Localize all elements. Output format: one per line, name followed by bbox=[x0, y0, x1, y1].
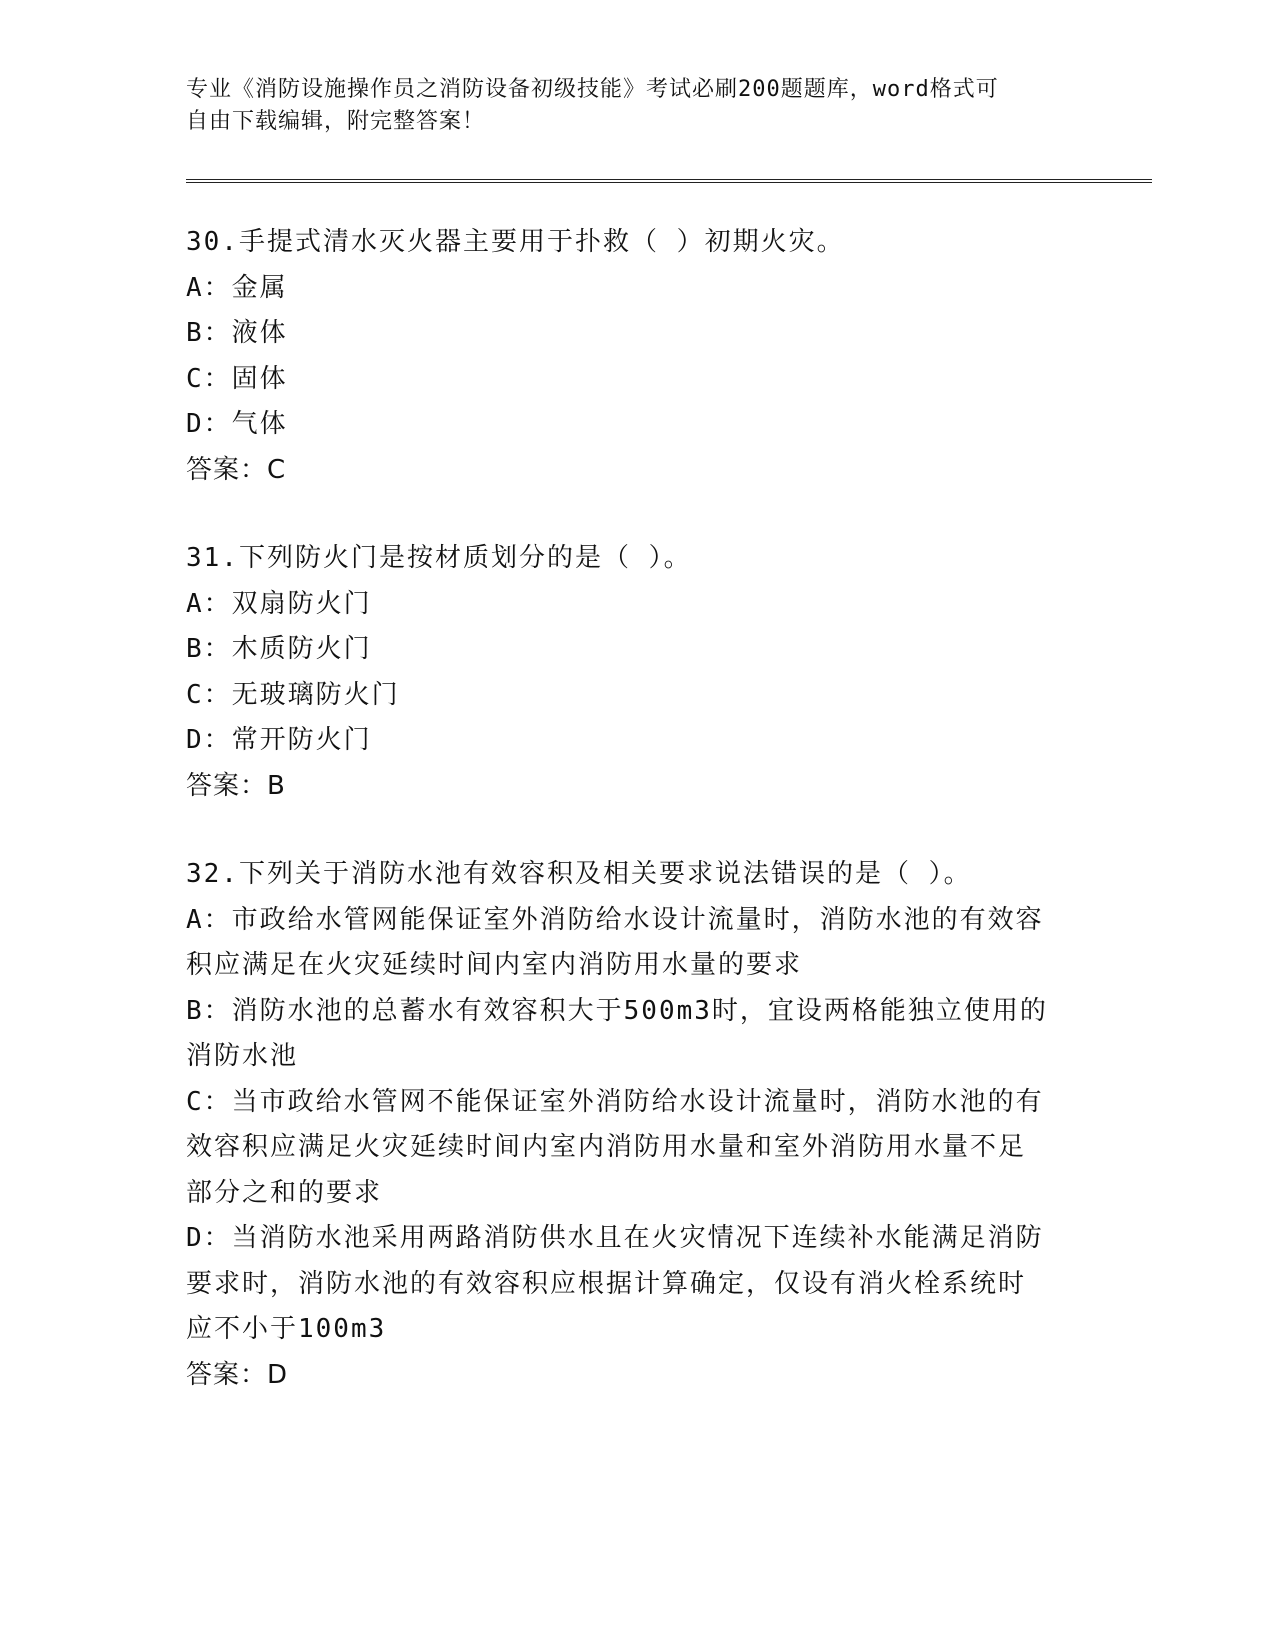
option-c-line-1: C：当市政给水管网不能保证室外消防给水设计流量时，消防水池的有 bbox=[186, 1086, 1044, 1117]
option-c: C：无玻璃防火门 bbox=[186, 679, 400, 710]
option-c-line-2: 效容积应满足火灾延续时间内室内消防用水量和室外消防用水量不足 bbox=[186, 1132, 1027, 1162]
question-32 bbox=[186, 852, 1086, 1398]
question-stem: 32.下列关于消防水池有效容积及相关要求说法错误的是（ ）。 bbox=[186, 859, 972, 889]
option-c bbox=[186, 1080, 1086, 1217]
header-divider bbox=[186, 179, 1152, 183]
option-a-line-1: A：市政给水管网能保证室外消防给水设计流量时，消防水池的有效容 bbox=[186, 904, 1044, 935]
option-d bbox=[186, 1216, 1086, 1353]
header-line-1: 专业《消防设施操作员之消防设备初级技能》考试必刷200题题库，word格式可 bbox=[186, 77, 999, 102]
answer: 答案：C bbox=[186, 454, 287, 485]
question-stem: 30.手提式清水灭火器主要用于扑救（ ）初期火灾。 bbox=[186, 227, 845, 257]
option-c-line-3: 部分之和的要求 bbox=[186, 1177, 383, 1208]
option-a: A：金属 bbox=[186, 272, 288, 303]
option-a: A：双扇防火门 bbox=[186, 588, 372, 619]
option-d-line-2: 要求时，消防水池的有效容积应根据计算确定，仅设有消火栓系统时 bbox=[186, 1268, 1027, 1299]
document-header bbox=[186, 74, 1066, 138]
option-d-line-3: 应不小于100m3 bbox=[186, 1314, 387, 1344]
document-page bbox=[186, 0, 1146, 1650]
option-b-line-2: 消防水池 bbox=[186, 1041, 299, 1071]
option-d: D：常开防火门 bbox=[186, 725, 372, 755]
answer: 答案：D bbox=[186, 1359, 289, 1390]
option-a-line-2: 积应满足在火灾延续时间内室内消防用水量的要求 bbox=[186, 950, 803, 980]
question-stem: 31.下列防火门是按材质划分的是（ ）。 bbox=[186, 543, 692, 573]
answer: 答案：B bbox=[186, 770, 286, 801]
option-b-line-1: B：消防水池的总蓄水有效容积大于500m3时，宜设两格能独立使用的 bbox=[186, 995, 1048, 1026]
question-30 bbox=[186, 220, 1086, 493]
option-d: D：气体 bbox=[186, 409, 288, 439]
option-b: B：液体 bbox=[186, 318, 288, 348]
option-a bbox=[186, 898, 1086, 989]
option-b bbox=[186, 989, 1086, 1080]
option-d-line-1: D：当消防水池采用两路消防供水且在火灾情况下连续补水能满足消防 bbox=[186, 1223, 1044, 1253]
question-31 bbox=[186, 536, 1086, 809]
header-line-2: 自由下载编辑，附完整答案！ bbox=[186, 109, 486, 134]
option-b: B：木质防火门 bbox=[186, 634, 372, 664]
option-c: C：固体 bbox=[186, 363, 288, 394]
